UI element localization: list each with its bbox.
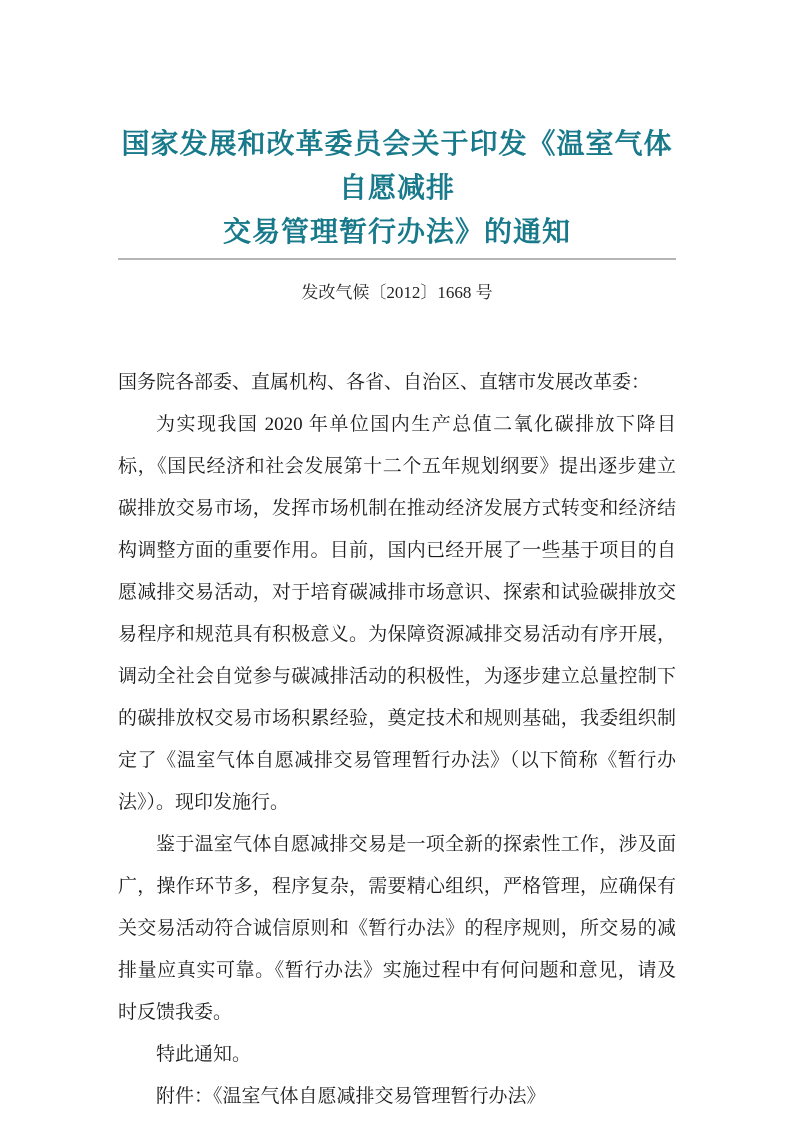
document-number: 发改气候〔2012〕1668 号 (301, 283, 493, 302)
title-divider (118, 258, 676, 260)
document-content (0, 122, 793, 1118)
attachment-line: 附件：《温室气体自愿减排交易管理暂行办法》 (156, 1086, 546, 1107)
closing-line: 特此通知。 (156, 1044, 252, 1065)
salutation-line: 国务院各部委、直属机构、各省、自治区、直辖市发展改革委： (118, 372, 651, 393)
document-title-line2: 交易管理暂行办法》的通知 (222, 216, 571, 247)
document-title-line1: 国家发展和改革委员会关于印发《温室气体自愿减排 (121, 128, 673, 203)
body-paragraph: 为实现我国 2020 年单位国内生产总值二氧化碳排放下降目标，《国民经济和社会发展第十二个五年规划纲要》提出逐步建立碳排放交易市场，发挥市场机制在推动经济发展方式转变和经济结构调整方面的重要作用。目前，国内已经开展了一些基于项目的自愿减排交易活动，对于培育碳减排市场意识、探索和试验碳排放交易程序和规范具有积极意义。为保障资源减排交易活动有序开展，调动全社会自觉参与碳减排活动的积极性，为逐步建立总量控制下的碳排放权交易市场积累经验，奠定技术和规则基础，我委组织制定了《温室气体自愿减排交易管理暂行办法》（以下简称《暂行办法》）。现印发施行。 (118, 414, 676, 813)
body-paragraph: 鉴于温室气体自愿减排交易是一项全新的探索性工作，涉及面广，操作环节多，程序复杂，需要精心组织，严格管理，应确保有关交易活动符合诚信原则和《暂行办法》的程序规则，所交易的减排量应真实可靠。《暂行办法》实施过程中有何问题和意见，请及时反馈我委。 (118, 834, 676, 1023)
document-title (118, 122, 676, 254)
document-body (118, 362, 676, 1118)
